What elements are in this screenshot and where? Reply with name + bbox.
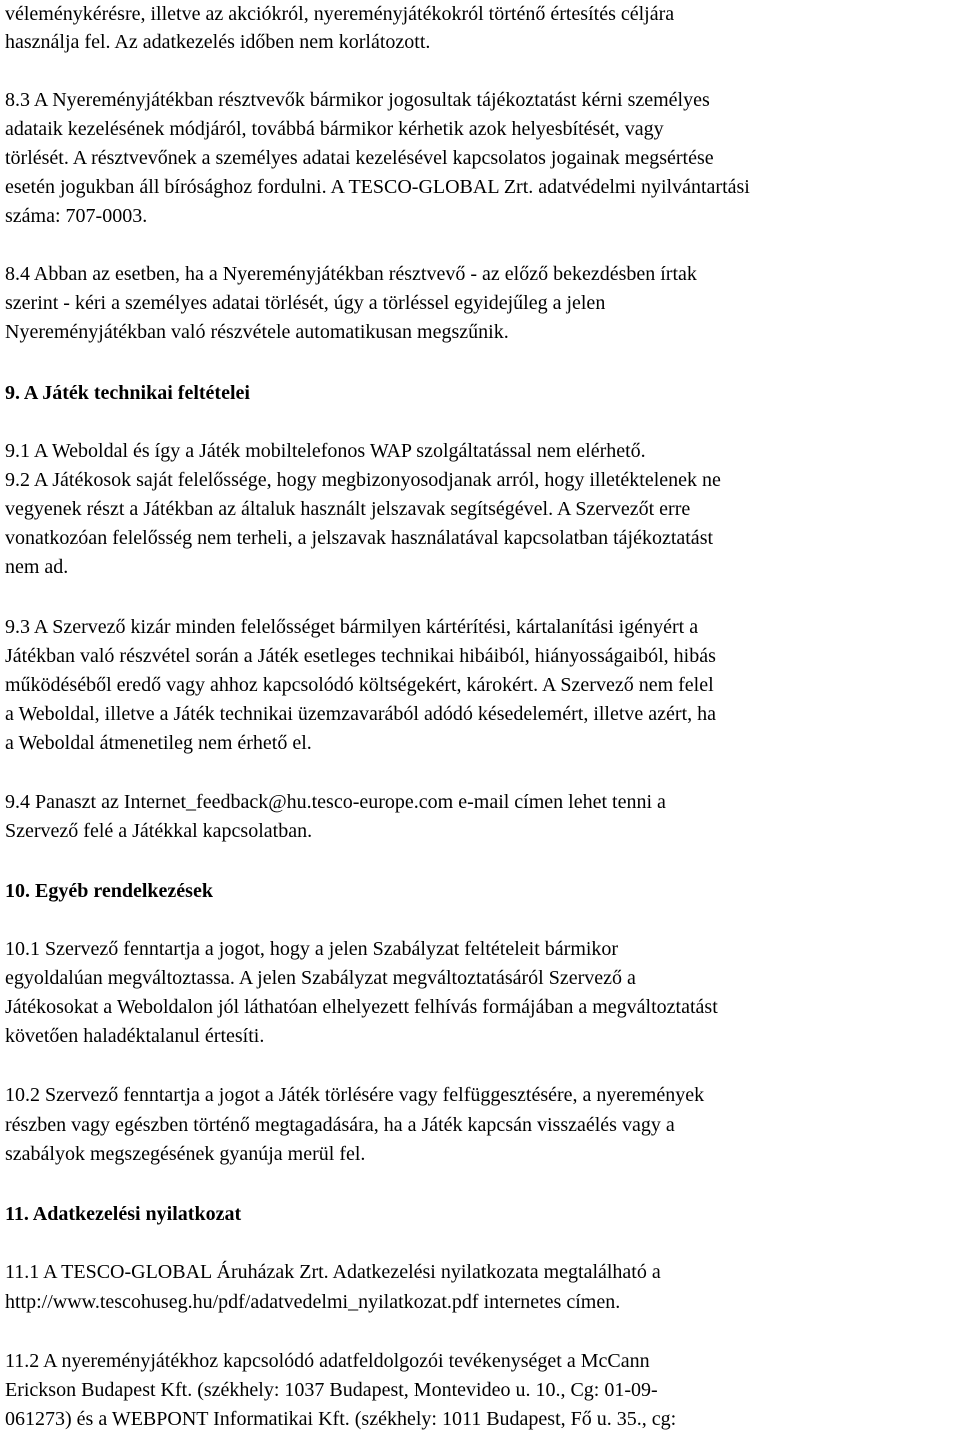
paragraph-9-3-line-2: Játékban való részvétel során a Játék esetleges technikai hibáiból, hiányosságaiból, hibás: [5, 645, 716, 667]
section-10-heading: 10. Egyéb rendelkezések: [5, 880, 213, 902]
paragraph-8-3-line-2: adataik kezelésének módjáról, továbbá bármikor kérhetik azok helyesbítését, vagy: [5, 118, 664, 140]
paragraph-9-2-line-1: 9.2 A Játékosok saját felelőssége, hogy megbizonyosodjanak arról, hogy illetéktelenek ne: [5, 469, 721, 491]
intro-line-2: használja fel. Az adatkezelés időben nem korlátozott.: [5, 31, 431, 53]
paragraph-9-3-line-5: a Weboldal átmenetileg nem érhető el.: [5, 732, 312, 754]
paragraph-9-1-line-1: 9.1 A Weboldal és így a Játék mobiltelefonos WAP szolgáltatással nem elérhető.: [5, 440, 646, 462]
paragraph-9-2-line-3: vonatkozóan felelősség nem terheli, a jelszavak használatával kapcsolatban tájékoztatást: [5, 527, 714, 549]
intro-line-1: véleménykérésre, illetve az akciókról, nyereményjátékokról történő értesítés céljára: [5, 3, 675, 25]
paragraph-9-2-line-2: vegyenek részt a Játékban az általuk használt jelszavak segítségével. A Szervezőt erre: [5, 498, 691, 520]
paragraph-10-2-line-1: 10.2 Szervező fenntartja a jogot a Játék törlésére vagy felfüggesztésére, a nyeremények: [5, 1084, 705, 1106]
paragraph-11-1-line-2: http://www.tescohuseg.hu/pdf/adatvedelmi_nyilatkozat.pdf internetes címen.: [5, 1291, 621, 1313]
paragraph-9-3-line-4: a Weboldal, illetve a Játék technikai üzemzavarából adódó késedelemért, illetve azért, ha: [5, 703, 717, 725]
paragraph-8-4-line-3: Nyereményjátékban való részvétele automatikusan megszűnik.: [5, 321, 509, 343]
section-9-heading: 9. A Játék technikai feltételei: [5, 382, 250, 404]
paragraph-9-2-line-4: nem ad.: [5, 556, 69, 578]
paragraph-10-1-line-2: egyoldalúan megváltoztassa. A jelen Szabályzat megváltoztatásáról Szervező a: [5, 967, 636, 989]
paragraph-8-3-line-5: száma: 707-0003.: [5, 205, 148, 227]
paragraph-11-2-line-2: Erickson Budapest Kft. (székhely: 1037 Budapest, Montevideo u. 10., Cg: 01-09-: [5, 1379, 658, 1401]
paragraph-11-2-line-3: 061273) és a WEBPONT Informatikai Kft. (székhely: 1011 Budapest, Fő u. 35., cg:: [5, 1408, 677, 1430]
paragraph-10-1-line-1: 10.1 Szervező fenntartja a jogot, hogy a jelen Szabályzat feltételeit bármikor: [5, 938, 619, 960]
section-11-heading: 11. Adatkezelési nyilatkozat: [5, 1203, 242, 1225]
paragraph-9-4-line-1: 9.4 Panaszt az Internet_feedback@hu.tesco-europe.com e-mail címen lehet tenni a: [5, 791, 666, 813]
paragraph-10-1-line-4: követően haladéktalanul értesíti.: [5, 1025, 265, 1047]
paragraph-8-3-line-3: törlését. A résztvevőnek a személyes adatai kezelésével kapcsolatos jogainak megsértése: [5, 147, 714, 169]
paragraph-8-3-line-1: 8.3 A Nyereményjátékban résztvevők bármikor jogosultak tájékoztatást kérni személyes: [5, 89, 710, 111]
paragraph-8-3-line-4: esetén jogukban áll bírósághoz fordulni. A TESCO-GLOBAL Zrt. adatvédelmi nyilvántartási: [5, 176, 750, 198]
paragraph-9-3-line-3: működéséből eredő vagy ahhoz kapcsolódó költségekért, károkért. A Szervező nem felel: [5, 674, 714, 696]
paragraph-8-4-line-2: szerint - kéri a személyes adatai törlését, úgy a törléssel egyidejűleg a jelen: [5, 292, 606, 314]
paragraph-10-2-line-3: szabályok megszegésének gyanúja merül fel.: [5, 1143, 366, 1165]
paragraph-11-2-line-1: 11.2 A nyereményjátékhoz kapcsolódó adatfeldolgozói tevékenységet a McCann: [5, 1350, 650, 1372]
paragraph-10-2-line-2: részben vagy egészben történő megtagadására, ha a Játék kapcsán visszaélés vagy a: [5, 1114, 675, 1136]
paragraph-8-4-line-1: 8.4 Abban az esetben, ha a Nyereményjátékban résztvevő - az előző bekezdésben írtak: [5, 263, 697, 285]
paragraph-9-4-line-2: Szervező felé a Játékkal kapcsolatban.: [5, 820, 313, 842]
paragraph-9-3-line-1: 9.3 A Szervező kizár minden felelősséget bármilyen kártérítési, kártalanítási igényért a: [5, 616, 699, 638]
paragraph-10-1-line-3: Játékosokat a Weboldalon jól láthatóan elhelyezett felhívás formájában a megváltoztatást: [5, 996, 718, 1018]
paragraph-11-1-line-1: 11.1 A TESCO-GLOBAL Áruházak Zrt. Adatkezelési nyilatkozata megtalálható a: [5, 1261, 661, 1283]
